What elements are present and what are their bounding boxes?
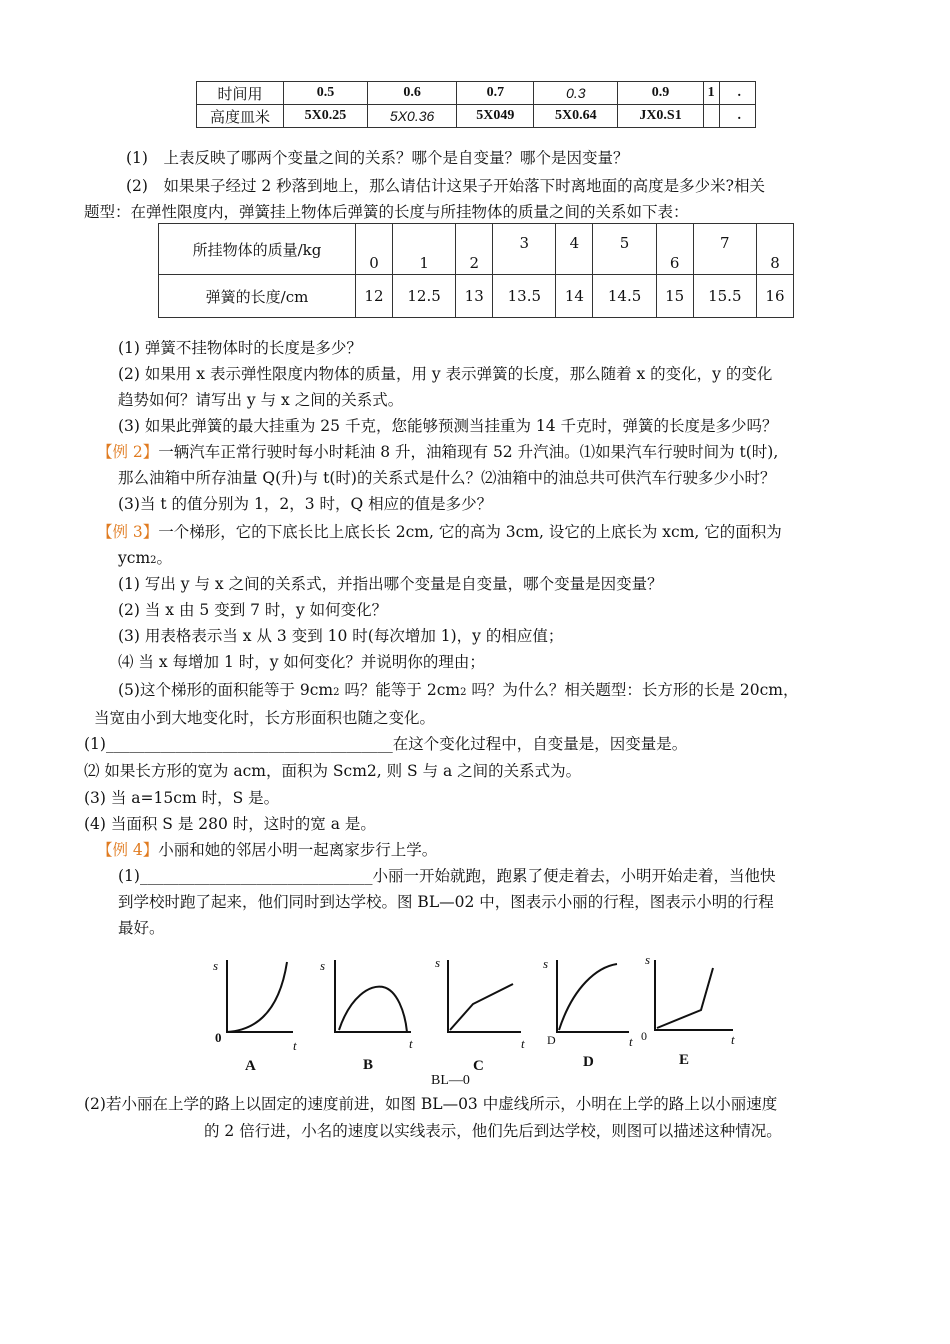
rect-question-3: (3) 当 a=15cm 时，S 是。	[84, 789, 280, 807]
table-cell: 14.5	[593, 275, 656, 318]
example-3-q1: (1) 写出 y 与 x 之间的关系式，并指出哪个变量是自变量，哪个变量是因变量？	[118, 575, 663, 593]
axis-s-label: s	[213, 958, 219, 973]
rect-question-1: (1)_____________________________________在这个变化过程中，自变量是，因变量是。	[84, 735, 688, 753]
axis-s-label: s	[645, 952, 651, 967]
table-cell: 13	[456, 275, 493, 318]
table-cell: 15.5	[693, 275, 756, 318]
q5-text: 吗？为什么？相关题型：长方形的长是 20cm，	[466, 681, 799, 699]
table-cell: 8	[756, 224, 793, 275]
example-3-q4: ⑷ 当 x 每增加 1 时，y 如何变化？并说明你的理由；	[118, 653, 485, 671]
table-cell: 6	[656, 224, 693, 275]
example-3	[97, 521, 782, 543]
example-4	[97, 839, 437, 861]
table-cell: .	[719, 105, 755, 128]
table-cell: 0.9	[618, 82, 703, 105]
example-3-cont	[118, 547, 172, 572]
table-cell: 1	[703, 82, 719, 105]
table-cell: 15	[656, 275, 693, 318]
rect-question-4: (4) 当面积 S 是 280 时，这时的宽 a 是。	[84, 815, 376, 833]
example-4-q2: (2)若小丽在上学的路上以固定的速度前进，如图 BL—03 中虚线所示，小明在上学的路上以小丽速度	[84, 1095, 778, 1113]
q5-text: (5)这个梯形的面积能等于 9cm	[118, 681, 334, 699]
unit-text: ycm	[118, 549, 151, 567]
spring-length-table	[158, 223, 794, 318]
question-2: (2) 如果果子经过 2 秒落到地上，那么请估计这果子开始落下时离地面的高度是多少米?相关	[126, 177, 765, 195]
table-row	[197, 105, 756, 128]
table-header-cell: 弹簧的长度/cm	[159, 275, 356, 318]
example-4-q1-end: 最好。	[118, 919, 165, 937]
time-height-table	[196, 81, 756, 128]
table-row	[197, 82, 756, 105]
origin-label: D	[547, 1033, 556, 1047]
origin-label: 0	[641, 1029, 647, 1043]
graph-label: C	[473, 1058, 484, 1074]
graph-label: A	[245, 1058, 256, 1074]
table-cell: 12.5	[392, 275, 455, 318]
graph-a	[213, 958, 297, 1074]
table-cell: 14	[556, 275, 593, 318]
graph-e	[641, 952, 735, 1068]
figure-caption: BL—0	[431, 1073, 470, 1087]
distance-time-graphs	[205, 942, 745, 1087]
axis-s-label: s	[543, 956, 549, 971]
example-text: 小丽和她的邻居小明一起离家步行上学。	[158, 841, 438, 859]
table-cell: 5X0.64	[534, 105, 618, 128]
table-cell: 5X0.36	[367, 105, 456, 128]
example-4-q1-cont: 到学校时跑了起来，他们同时到达学校。图 BL—02 中，图表示小丽的行程，图表示小明的行程	[118, 893, 774, 911]
example-tag: 【例 2】	[97, 443, 159, 461]
table-cell: 16	[756, 275, 793, 318]
table-header-cell: 高度皿米	[197, 105, 284, 128]
table-row	[159, 275, 794, 318]
graph-b	[320, 958, 413, 1073]
table-cell: 5X049	[457, 105, 534, 128]
axis-t-label: t	[409, 1036, 413, 1051]
table-cell: JX0.S1	[618, 105, 703, 128]
spring-question-3: (3) 如果此弹簧的最大挂重为 25 千克，您能够预测当挂重为 14 千克时，弹簧的长度是多少吗？	[118, 417, 778, 435]
unit-superscript: 2	[150, 555, 157, 566]
example-3-q2: (2) 当 x 由 5 变到 7 时，y 如何变化？	[118, 601, 388, 619]
example-3-q3: (3) 用表格表示当 x 从 3 变到 10 时(每次增加 1)，y 的相应值；	[118, 627, 564, 645]
table-cell: 2	[456, 224, 493, 275]
unit-superscript: 2	[333, 687, 340, 698]
example-4-q2-cont: 的 2 倍行进，小名的速度以实线表示，他们先后到达学校，则图可以描述这种情况。	[204, 1122, 782, 1140]
table-cell: 4	[556, 224, 593, 275]
table-cell: 5	[593, 224, 656, 275]
related-topic-intro: 题型：在弹性限度内，弹簧挂上物体后弹簧的长度与所挂物体的质量之间的关系如下表：	[84, 203, 689, 221]
table-cell: 0.6	[367, 82, 456, 105]
spring-question-2-cont: 趋势如何？请写出 y 与 x 之间的关系式。	[118, 391, 404, 409]
graph-c	[435, 955, 525, 1074]
unit-superscript: 2	[460, 687, 467, 698]
table-cell: 7	[693, 224, 756, 275]
graph-d	[543, 956, 633, 1070]
table-cell: 3	[493, 224, 556, 275]
table-header-cell: 所挂物体的质量/kg	[159, 224, 356, 275]
table-cell: 1	[392, 224, 455, 275]
table-cell: 13.5	[493, 275, 556, 318]
axis-t-label: t	[731, 1032, 735, 1047]
table-cell: 0.3	[534, 82, 618, 105]
punctuation: 。	[156, 549, 173, 567]
table-cell: 5X0.25	[284, 105, 368, 128]
spring-question-1: (1) 弹簧不挂物体时的长度是多少？	[118, 339, 362, 357]
spring-question-2: (2) 如果用 x 表示弹性限度内物体的质量，用 y 表示弹簧的长度，那么随着 x 的变化，y 的变化	[118, 365, 773, 383]
table-cell: 0.5	[284, 82, 368, 105]
origin-label: 0	[215, 1030, 222, 1045]
graph-label: B	[363, 1057, 374, 1073]
table-cell	[703, 105, 719, 128]
example-tag: 【例 4】	[97, 841, 159, 859]
example-2-q3: (3)当 t 的值分别为 1，2，3 时，Q 相应的值是多少？	[118, 495, 493, 513]
q5-text: 吗？能等于 2cm	[339, 681, 461, 699]
axis-s-label: s	[435, 955, 441, 970]
example-tag: 【例 3】	[97, 523, 159, 541]
example-3-q5	[118, 679, 798, 704]
table-cell: .	[719, 82, 755, 105]
table-header-cell: 时间用	[197, 82, 284, 105]
axis-s-label: s	[320, 958, 326, 973]
graph-label: D	[583, 1054, 594, 1070]
example-text: 一辆汽车正常行驶时每小时耗油 8 升，油箱现有 52 升汽油。⑴如果汽车行驶时间为 t(时),	[158, 443, 779, 461]
axis-t-label: t	[521, 1036, 525, 1051]
axis-t-label: t	[293, 1038, 297, 1053]
question-1: (1) 上表反映了哪两个变量之间的关系？哪个是自变量？哪个是因变量？	[126, 149, 629, 167]
graph-label: E	[679, 1052, 690, 1068]
rectangle-topic: 当宽由小到大地变化时，长方形面积也随之变化。	[94, 709, 436, 727]
example-2-cont: 那么油箱中所存油量 Q(升)与 t(时)的关系式是什么？⑵油箱中的油总共可供汽车行驶多少小时？	[118, 469, 776, 487]
example-2	[97, 441, 778, 463]
axis-t-label: t	[629, 1034, 633, 1049]
rect-question-2: ⑵ 如果长方形的宽为 acm，面积为 Scm2, 则 S 与 a 之间的关系式为。	[84, 762, 582, 780]
example-text: 一个梯形，它的下底长比上底长长 2cm, 它的高为 3cm, 设它的上底长为 xcm, 它的面积为	[158, 523, 782, 541]
table-cell: 12	[356, 275, 393, 318]
table-cell: 0.7	[457, 82, 534, 105]
table-row	[159, 224, 794, 275]
example-4-q1: (1)______________________________小丽一开始就跑，跑累了便走着去，小明开始走着，当他快	[118, 867, 776, 885]
table-cell: 0	[356, 224, 393, 275]
